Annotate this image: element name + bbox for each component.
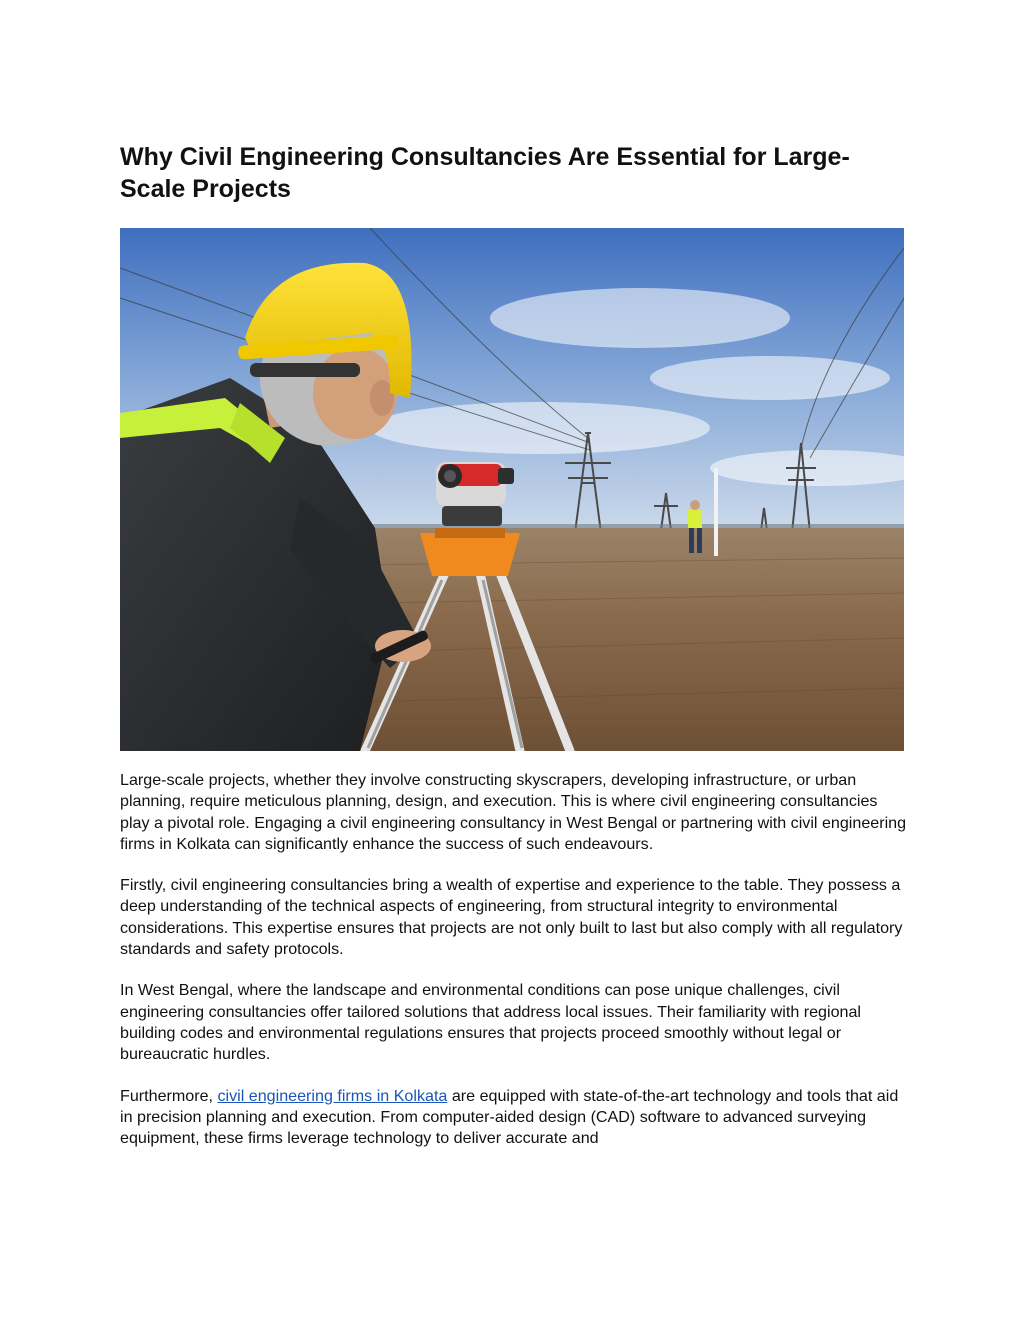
civil-engineering-firms-kolkata-link[interactable]: civil engineering firms in Kolkata (217, 1086, 448, 1105)
paragraph: In West Bengal, where the landscape and environmental conditions can pose unique challenges, civil engineering consultancies offer tailored solutions that address local issues. Their familiarity with regional building codes and environmental regulations ensures that projects proceed smoothly without legal or bureaucratic hurdles. (120, 981, 862, 1064)
paragraph (120, 1086, 910, 1150)
page-title: Why Civil Engineering Consultancies Are Essential for Large-Scale Projects (120, 143, 850, 203)
paragraph-text-after-link: are equipped with state-of-the-art technology and tools that aid in precision planning and execution. From computer-aided design (CAD) software to advanced surveying equipment, these firms leverage technology to deliver accurate and (120, 1086, 899, 1148)
paragraph: Firstly, civil engineering consultancies bring a wealth of expertise and experience to the table. They possess a deep understanding of the technical aspects of engineering, from structural integrity to environmental considerations. This expertise ensures that projects are not only built to last but also comply with all regulatory standards and safety protocols. (120, 876, 903, 959)
paragraph-text-before-link: Furthermore, (120, 1086, 218, 1105)
surveyor-photo (120, 228, 904, 751)
paragraph: Large-scale projects, whether they involve constructing skyscrapers, developing infrastructure, or urban planning, require meticulous planning, design, and execution. This is where civil engineering consultancies play a pivotal role. Engaging a civil engineering consultancy in West Bengal or partnering with civil engineering firms in Kolkata can significantly enhance the success of such endeavours. (120, 771, 907, 853)
article-body (120, 770, 910, 1169)
